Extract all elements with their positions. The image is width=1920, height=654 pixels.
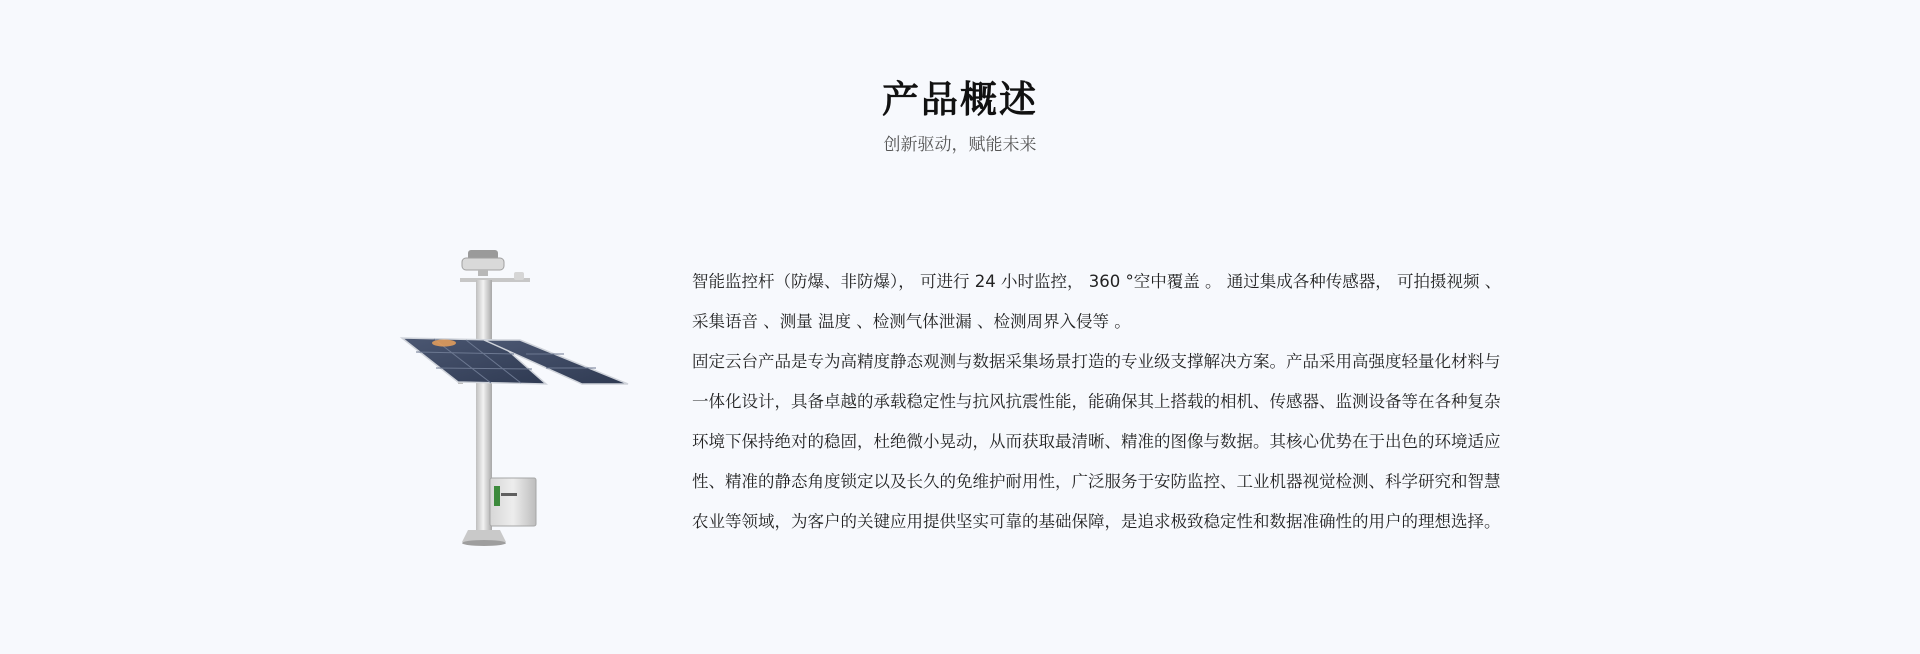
section-header (0, 76, 1920, 158)
product-description (692, 262, 1572, 542)
description-line: 农业等领域，为客户的关键应用提供坚实可靠的基础保障，是追求极致稳定性和数据准确性的用户的理想选择。 (692, 512, 1501, 531)
solar-monitoring-pole-icon (396, 244, 636, 548)
page-title: 产品概述 (882, 78, 1038, 121)
description-line: 智能监控杆（防爆、非防爆）， 可进行 24 小时监控， 360 °空中覆盖 。 通过集成各种传感器， 可拍摄视频 、 (692, 272, 1502, 291)
description-line: 性、精准的静态角度锁定以及长久的免维护耐用性，广泛服务于安防监控、工业机器视觉检测、科学研究和智慧 (692, 472, 1501, 491)
description-line: 采集语音 、测量 温度 、检测气体泄漏 、检测周界入侵等 。 (692, 312, 1131, 331)
page-subtitle: 创新驱动，赋能未来 (883, 135, 1037, 155)
description-line: 一体化设计，具备卓越的承载稳定性与抗风抗震性能，能确保其上搭载的相机、传感器、监测设备等在各种复杂 (692, 392, 1501, 411)
description-line: 固定云台产品是专为高精度静态观测与数据采集场景打造的专业级支撑解决方案。产品采用高强度轻量化材料与 (692, 352, 1501, 371)
description-line: 环境下保持绝对的稳固，杜绝微小晃动，从而获取最清晰、精准的图像与数据。其核心优势在于出色的环境适应 (692, 432, 1501, 451)
